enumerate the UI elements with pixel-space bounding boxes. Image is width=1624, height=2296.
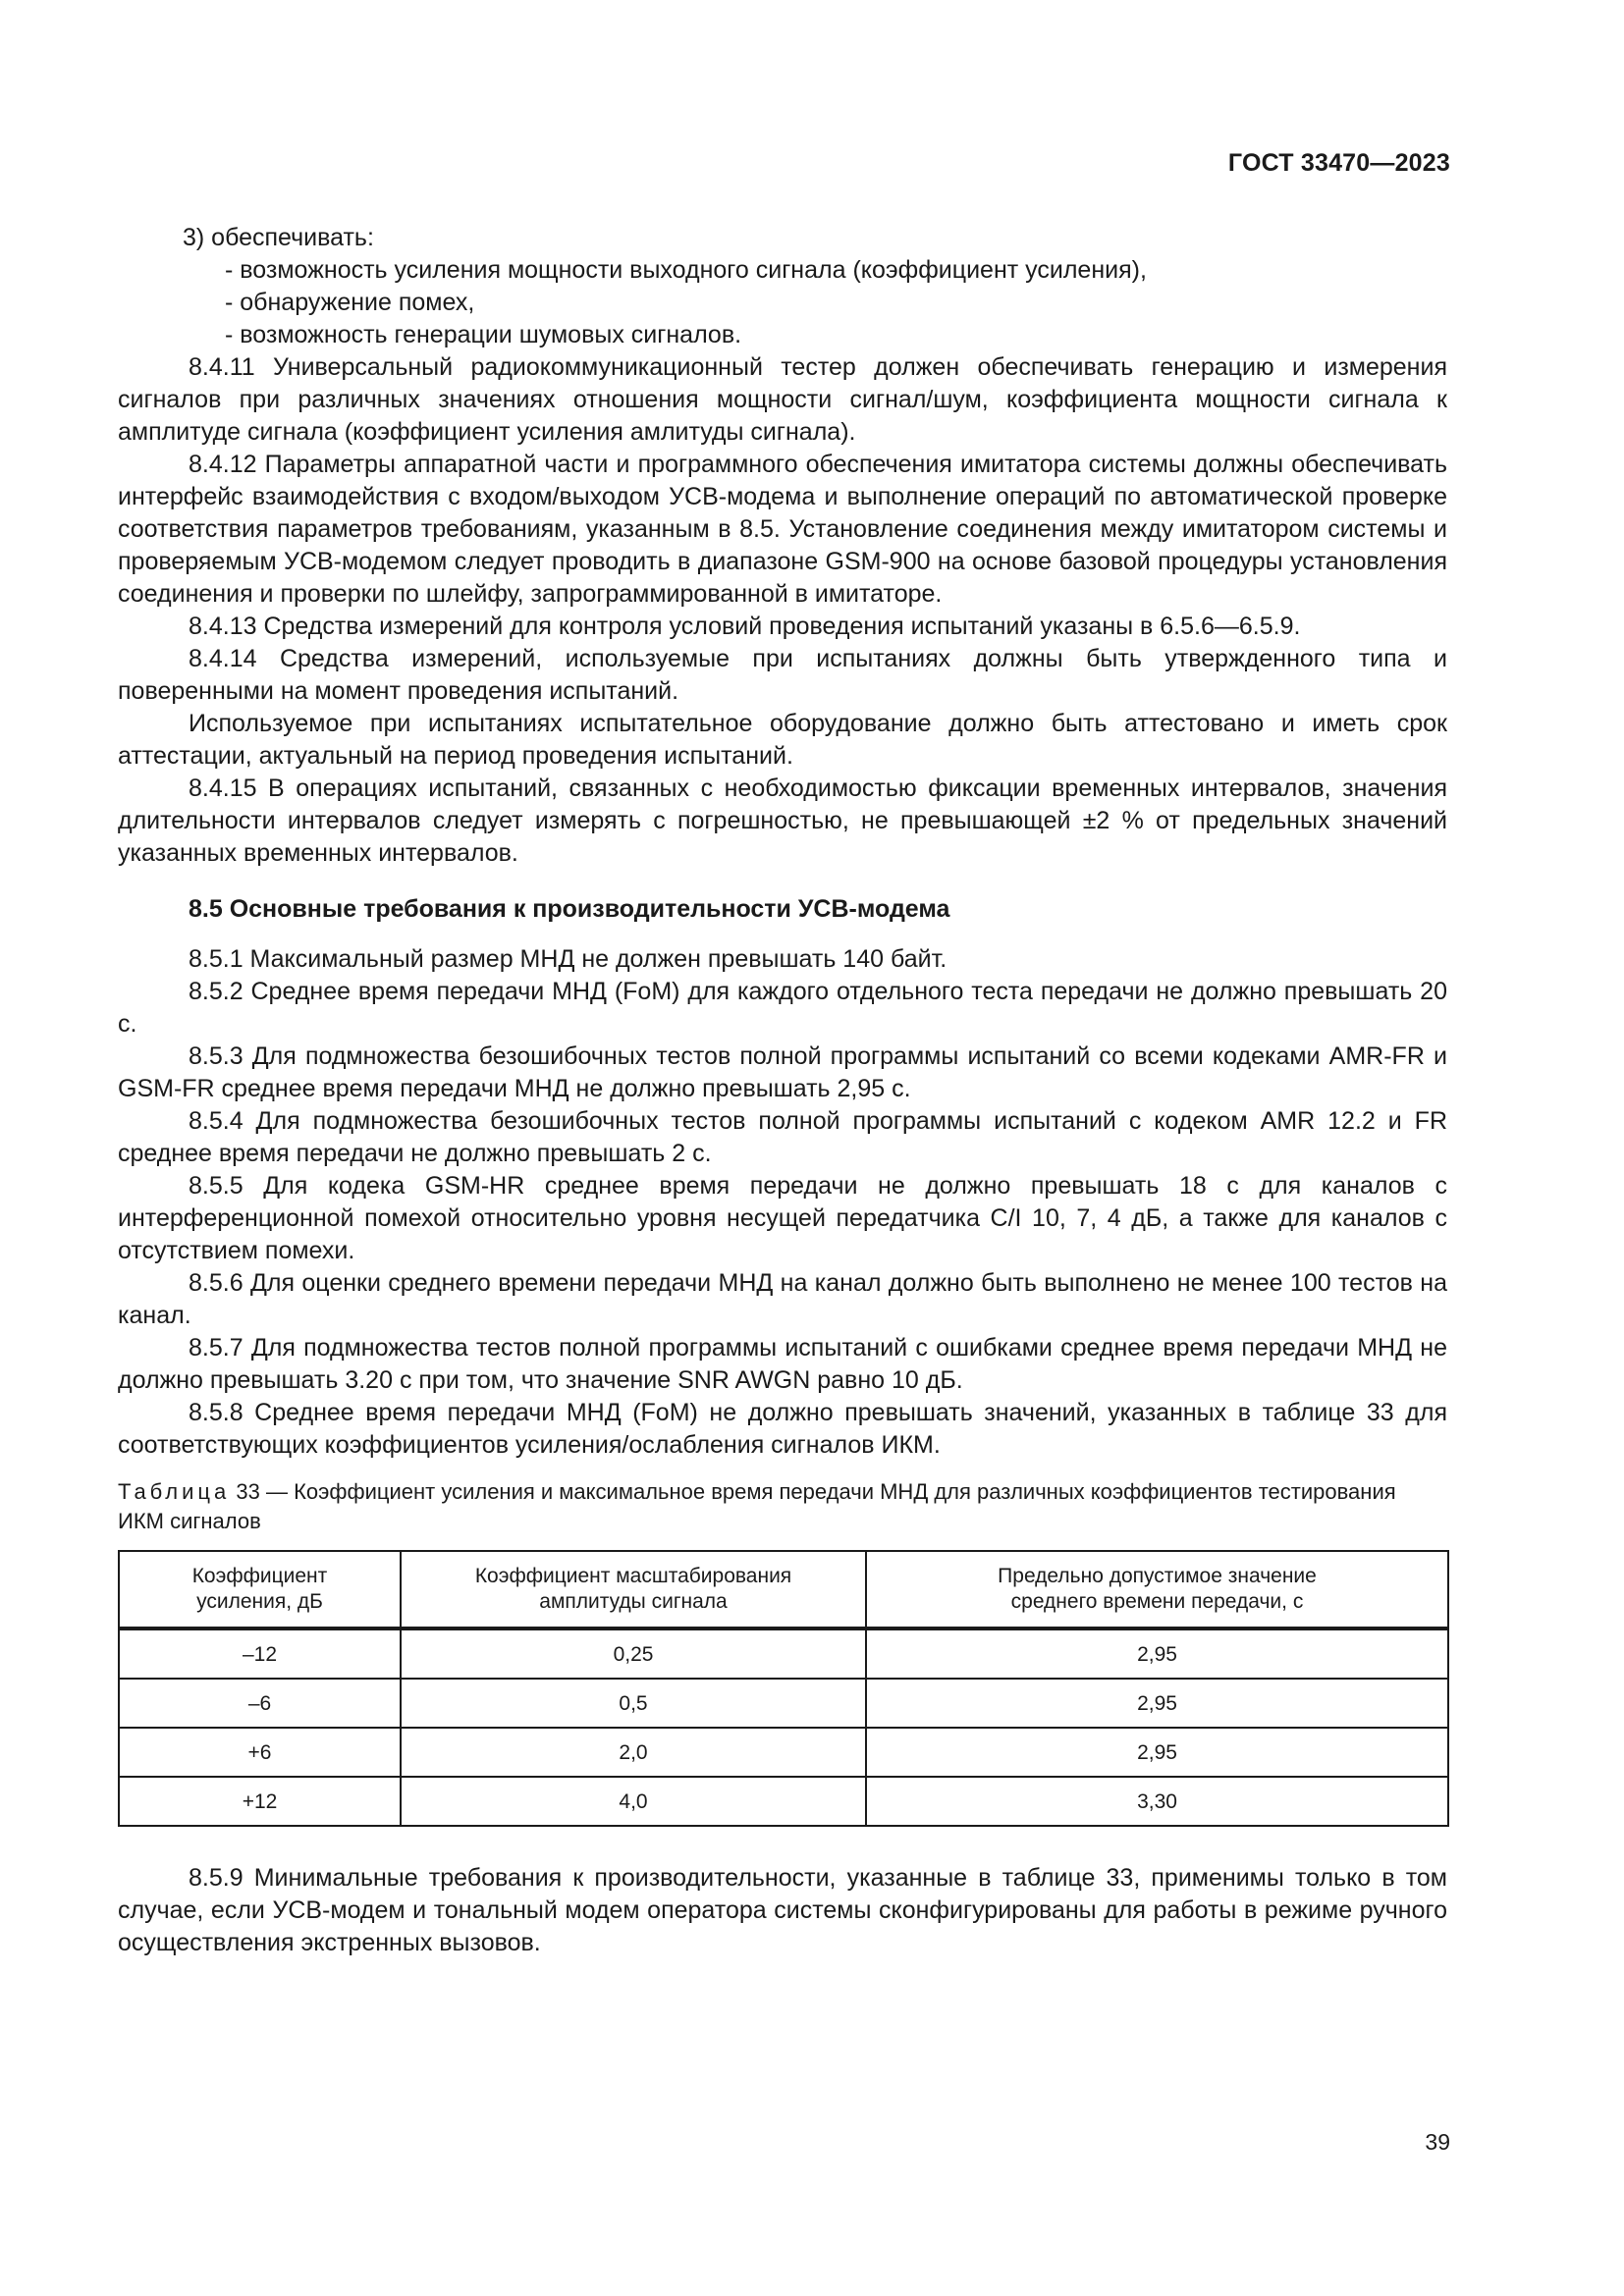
table-cell: 0,5: [401, 1679, 866, 1728]
paragraph-8-5-7: 8.5.7 Для подмножества тестов полной программы испытаний с ошибками среднее время передачи МНД не должно превышать 3.20 с при том, что значение SNR AWGN равно 10 дБ.: [118, 1334, 1447, 1394]
page-body: [118, 222, 1447, 1959]
paragraph-8-5-8: 8.5.8 Среднее время передачи МНД (FoM) не должно превышать значений, указанных в таблице 33 для соответствующих коэффициентов усиления/ослабления сигналов ИКМ.: [118, 1399, 1447, 1459]
paragraph-8-5-3: 8.5.3 Для подмножества безошибочных тестов полной программы испытаний со всеми кодеками AMR-FR и GSM-FR среднее время передачи МНД не должно превышать 2,95 с.: [118, 1042, 1447, 1102]
header-gain-line: усиления, дБ: [196, 1590, 323, 1613]
paragraph-8-5-5: 8.5.5 Для кодека GSM-HR среднее время передачи не должно превышать 18 с для каналов с интерференционной помехой относительно уровня несущей передатчика C/I 10, 7, 4 дБ, а также для каналов с отсутствием помехи.: [118, 1172, 1447, 1264]
table-cell: 2,95: [866, 1728, 1448, 1777]
paragraph-8-4-11: 8.4.11 Универсальный радиокоммуникационный тестер должен обеспечивать генерацию и измерения сигналов при различных значениях отношения мощности сигнал/шум, коэффициента мощности сигнала к амплитуде сигнала (коэффициент усиления амлитуды сигнала).: [118, 353, 1447, 446]
paragraph-8-5-6: 8.5.6 Для оценки среднего времени передачи МНД на канал должно быть выполнено не менее 100 тестов на канал.: [118, 1269, 1447, 1329]
document-id-header: ГОСТ 33470—2023: [1227, 149, 1450, 177]
header-max-time-line: Предельно допустимое значение: [998, 1565, 1317, 1587]
table-row: [119, 1728, 1448, 1777]
paragraph-8-4-14: 8.4.14 Средства измерений, используемые при испытаниях должны быть утвержденного типа и поверенными на момент проведения испытаний.: [118, 645, 1447, 705]
table-cell: 2,95: [866, 1679, 1448, 1728]
gain-table: [118, 1550, 1449, 1827]
paragraph-8-5-4: 8.5.4 Для подмножества безошибочных тестов полной программы испытаний с кодеком AMR 12.2 и FR среднее время передачи не должно превышать 2 с.: [118, 1107, 1447, 1167]
table-cell: 2,95: [866, 1629, 1448, 1679]
table-cell: –6: [119, 1679, 401, 1728]
table-cell: 2,0: [401, 1728, 866, 1777]
table-row: [119, 1777, 1448, 1826]
header-max-time: [866, 1551, 1448, 1629]
table-cell: –12: [119, 1629, 401, 1679]
paragraph-8-4-15: 8.4.15 В операциях испытаний, связанных с необходимостью фиксации временных интервалов, значения длительности интервалов следует измерять с погрешностью, не превышающей ±2 % от предельных значений указанных временных интервалов.: [118, 774, 1447, 867]
list-item: - обнаружение помех,: [225, 289, 475, 316]
paragraph-8-4-12: 8.4.12 Параметры аппаратной части и программного обеспечения имитатора системы должны обеспечивать интерфейс взаимодействия с входом/выходом УСВ-модема и выполнение операций по автоматической проверке соответствия параметров требованиям, указанным в 8.5. Установление соединения между имитатором системы и проверяемым УСВ-модемом следует проводить в диапазоне GSM-900 на основе базовой процедуры установления соединения и проверки по шлейфу, запрограммированной в имитаторе.: [118, 451, 1447, 608]
table-header-row: [119, 1551, 1448, 1629]
table-caption-label: Таблица: [118, 1479, 231, 1504]
table-row: [119, 1679, 1448, 1728]
paragraph-8-5-2: 8.5.2 Среднее время передачи МНД (FoM) для каждого отдельного теста передачи не должно превышать 20 с.: [118, 978, 1447, 1038]
paragraph-8-4-13: 8.4.13 Средства измерений для контроля условий проведения испытаний указаны в 6.5.6—6.5.9.: [189, 613, 1301, 640]
header-scale-line: амплитуды сигнала: [539, 1590, 728, 1613]
section-heading: 8.5 Основные требования к производительности УСВ-модема: [189, 895, 950, 923]
paragraph-8-5-9: 8.5.9 Минимальные требования к производительности, указанные в таблице 33, применимы только в том случае, если УСВ-модем и тональный модем оператора системы сконфигурированы для работы в режиме ручного осуществления экстренных вызовов.: [118, 1864, 1447, 1956]
paragraph-equipment: Используемое при испытаниях испытательное оборудование должно быть аттестовано и иметь срок аттестации, актуальный на период проведения испытаний.: [118, 710, 1447, 770]
table-caption-text: 33 — Коэффициент усиления и максимальное время передачи МНД для различных коэффициентов тестирования ИКМ сигналов: [118, 1479, 1396, 1533]
header-max-time-line: среднего времени передачи, с: [1010, 1590, 1304, 1613]
paragraph-8-5-1: 8.5.1 Максимальный размер МНД не должен превышать 140 байт.: [189, 945, 947, 973]
page-number: 39: [1425, 2129, 1450, 2155]
header-scale-line: Коэффициент масштабирования: [474, 1565, 792, 1587]
table-cell: 0,25: [401, 1629, 866, 1679]
header-gain-line: Коэффициент: [191, 1565, 328, 1587]
list-item: - возможность генерации шумовых сигналов.: [225, 321, 742, 348]
table-cell: +12: [119, 1777, 401, 1826]
table-caption: [118, 1477, 1447, 1536]
list-item: - возможность усиления мощности выходного сигнала (коэффициент усиления),: [225, 256, 1147, 284]
header-scale: [401, 1551, 866, 1629]
list-lead: 3) обеспечивать:: [183, 224, 374, 251]
table-row: [119, 1629, 1448, 1679]
table-cell: 3,30: [866, 1777, 1448, 1826]
table-cell: +6: [119, 1728, 401, 1777]
table-cell: 4,0: [401, 1777, 866, 1826]
header-gain: [119, 1551, 401, 1629]
